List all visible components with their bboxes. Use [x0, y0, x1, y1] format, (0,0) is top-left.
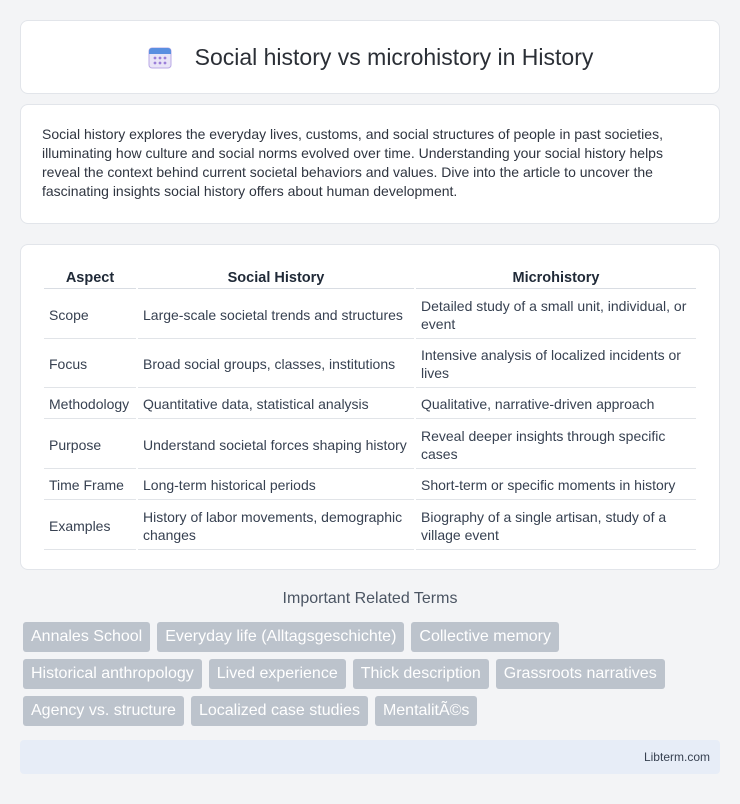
table-cell: History of labor movements, demographic changes: [138, 502, 414, 550]
table-cell: Qualitative, narrative-driven approach: [416, 390, 696, 419]
table-header-row: [44, 267, 696, 289]
table-row: [44, 502, 696, 550]
related-terms-title: Important Related Terms: [282, 590, 458, 607]
table-row: [44, 291, 696, 339]
table-cell: Detailed study of a small unit, individual, or event: [416, 291, 696, 339]
comparison-table-card: [20, 244, 720, 570]
related-term-tag[interactable]: Localized case studies: [191, 696, 368, 726]
table-cell: Short-term or specific moments in history: [416, 471, 696, 500]
related-term-tag[interactable]: Collective memory: [411, 622, 559, 652]
table-cell: Intensive analysis of localized incidents or lives: [416, 341, 696, 388]
table-cell: Large-scale societal trends and structures: [138, 291, 414, 339]
table-row: [44, 390, 696, 419]
table-row: [44, 471, 696, 500]
tag-row: [23, 696, 723, 726]
table-cell: Long-term historical periods: [138, 471, 414, 500]
related-term-tag[interactable]: Agency vs. structure: [23, 696, 184, 726]
related-term-tag[interactable]: MentalitÃ©s: [375, 696, 477, 726]
page-title: Social history vs microhistory in History: [194, 43, 594, 70]
related-term-tag[interactable]: Lived experience: [209, 659, 346, 689]
footer: [20, 740, 720, 774]
related-term-tag[interactable]: Thick description: [353, 659, 489, 689]
table-cell: Quantitative data, statistical analysis: [138, 390, 414, 419]
footer-brand[interactable]: Libterm.com: [643, 750, 710, 764]
table-cell: Purpose: [44, 421, 136, 469]
related-term-tag[interactable]: Everyday life (Alltagsgeschichte): [157, 622, 404, 652]
related-terms: [23, 622, 723, 733]
table-cell: Methodology: [44, 390, 136, 419]
table-cell: Biography of a single artisan, study of a village event: [416, 502, 696, 550]
calendar-icon: [147, 44, 173, 70]
table-cell: Understand societal forces shaping history: [138, 421, 414, 469]
intro-text: Social history explores the everyday lives, customs, and social structures of people in past societies, illuminating how culture and social norms evolved over time. Understanding your social history helps reveal the context behind current societal behaviors and values. Dive into the article to uncover the fascinating insights social history offers about human development.: [42, 126, 663, 199]
related-term-tag[interactable]: Annales School: [23, 622, 150, 652]
table-row: [44, 341, 696, 388]
table-cell: Focus: [44, 341, 136, 388]
comparison-table: [42, 265, 698, 552]
table-cell: Examples: [44, 502, 136, 550]
tag-row: [23, 622, 723, 652]
header-card: [20, 20, 720, 94]
table-cell: Scope: [44, 291, 136, 339]
table-cell: Time Frame: [44, 471, 136, 500]
header-social-history: Social History: [138, 267, 414, 289]
table-cell: Reveal deeper insights through specific cases: [416, 421, 696, 469]
table-row: [44, 421, 696, 469]
intro-card: [20, 104, 720, 224]
table-cell: Broad social groups, classes, institutions: [138, 341, 414, 388]
tag-row: [23, 659, 723, 689]
related-term-tag[interactable]: Grassroots narratives: [496, 659, 665, 689]
related-term-tag[interactable]: Historical anthropology: [23, 659, 202, 689]
header-aspect: Aspect: [44, 267, 136, 289]
header-microhistory: Microhistory: [416, 267, 696, 289]
